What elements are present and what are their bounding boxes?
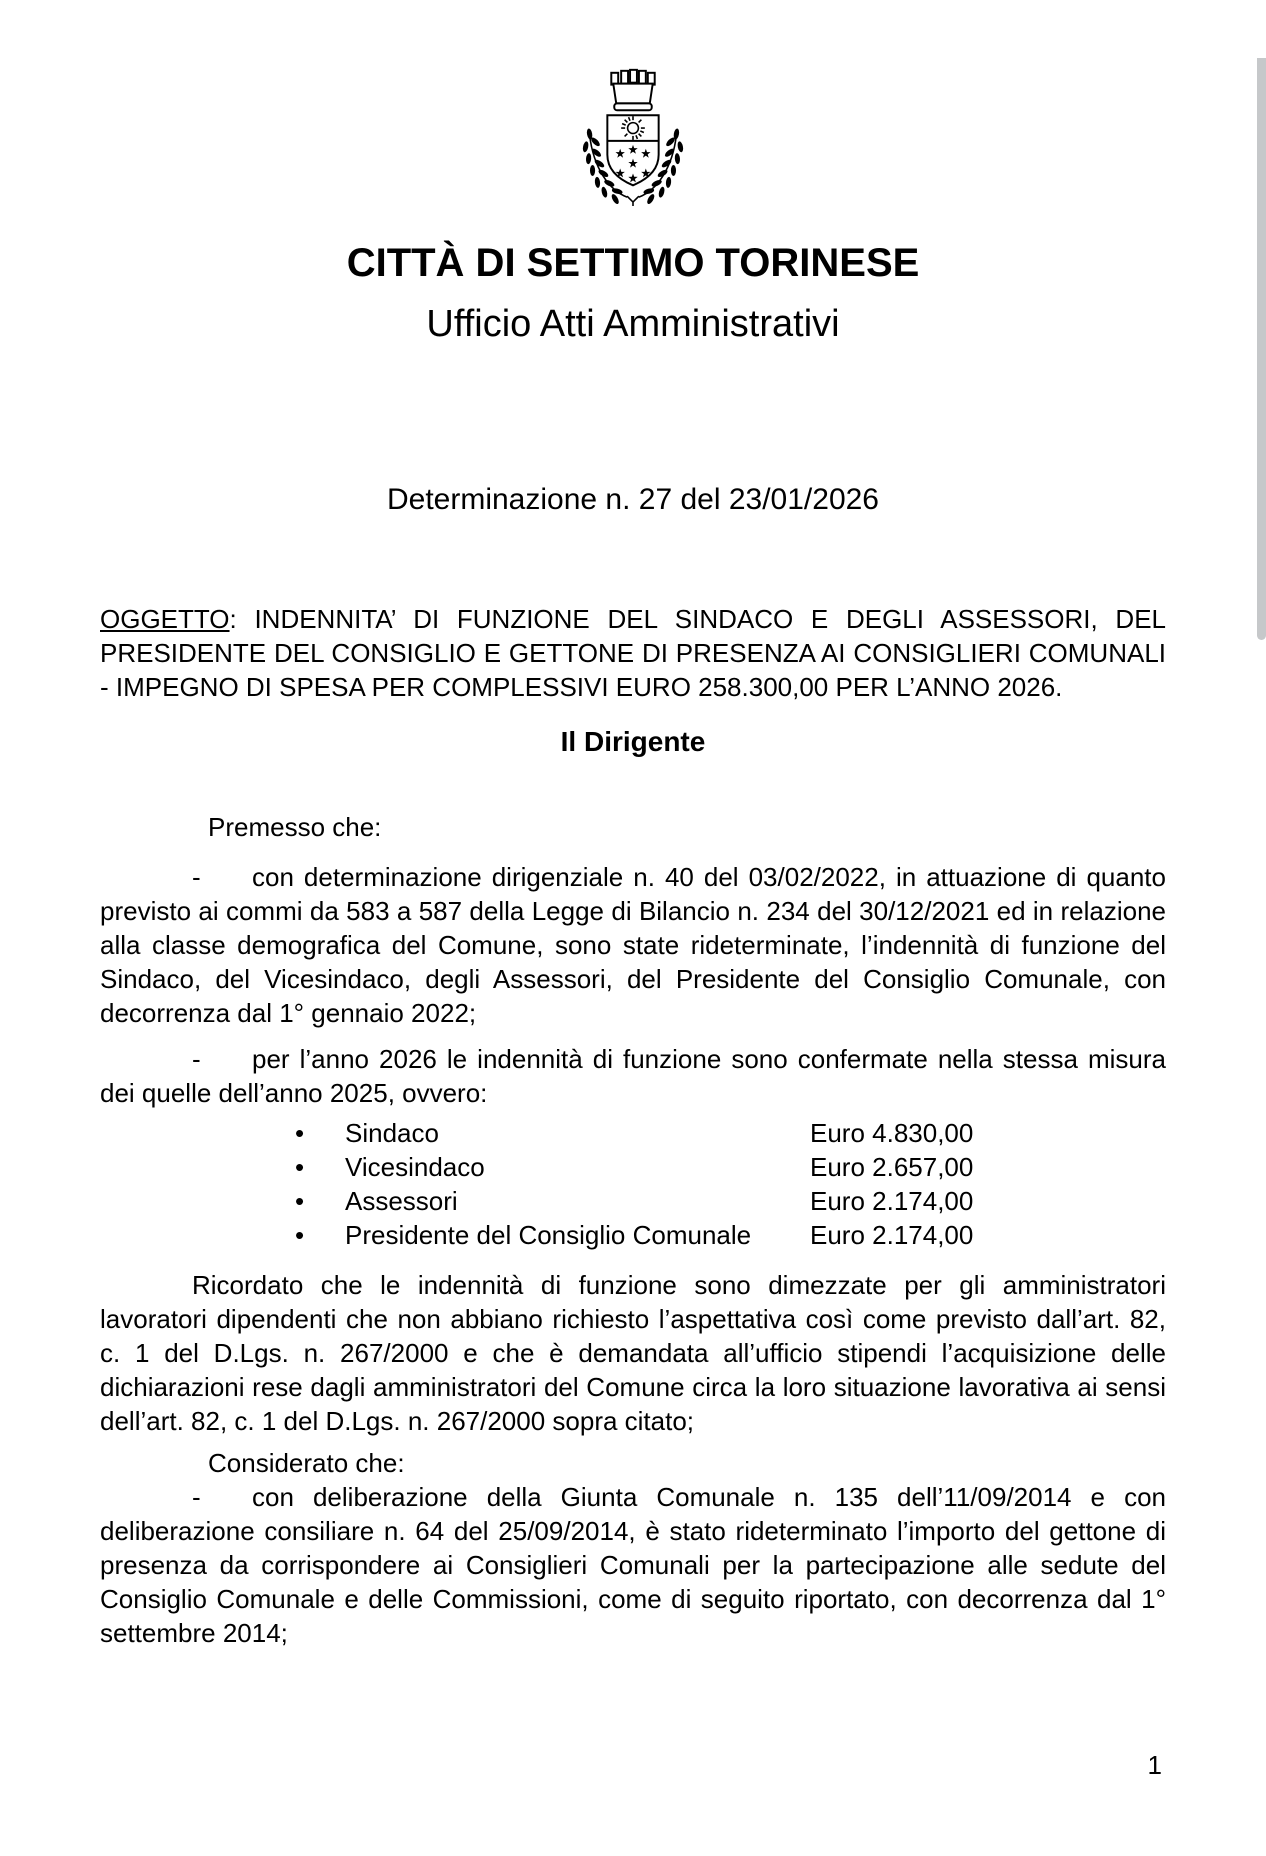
indemnity-row	[100, 1116, 1166, 1150]
paragraph-premesso: Premesso che:	[208, 812, 382, 842]
paragraph-text: per l’anno 2026 le indennità di funzione sono confermate nella stessa misura dei quelle dell’anno 2025, ovvero:	[100, 1044, 1166, 1108]
indemnity-row	[100, 1150, 1166, 1184]
paragraph-ricordato: Ricordato che le indennità di funzione sono dimezzate per gli amministratori lavoratori dipendenti che non abbiano richiesto l’aspettativa così come previsto dall’art. 82, c. 1 del D.Lgs. n. 267/2000 e che è demandata all’ufficio stipendi l’acquisizione delle dichiarazioni rese dagli amministratori del Comune circa la loro situazione lavorativa ai sensi dell’art. 82, c. 1 del D.Lgs. n. 267/2000 sopra citato;	[100, 1270, 1166, 1436]
subject-text: : INDENNITA’ DI FUNZIONE DEL SINDACO E DEGLI ASSESSORI, DEL PRESIDENTE DEL CONSIGLIO E GETTONE DI PRESENZA AI CONSIGLIERI COMUNALI - IMPEGNO DI SPESA PER COMPLESSIVI EURO 258.300,00 PER L’ANNO 2026.	[100, 604, 1166, 702]
indemnity-amount: Euro 4.830,00	[810, 1118, 974, 1148]
list-dash: -	[192, 1482, 201, 1512]
indemnity-amount: Euro 2.174,00	[810, 1186, 974, 1216]
indemnity-row	[100, 1184, 1166, 1218]
indemnity-label: Presidente del Consiglio Comunale	[345, 1220, 752, 1250]
document-title: CITTÀ DI SETTIMO TORINESE	[346, 241, 920, 285]
document-body	[0, 58, 1266, 1650]
bullet-icon: •	[295, 1152, 305, 1182]
indemnity-label: Vicesindaco	[345, 1152, 485, 1182]
indemnity-row	[100, 1218, 1166, 1252]
paragraph-deliberazione-2014	[100, 1480, 1166, 1650]
indemnity-label: Assessori	[345, 1186, 458, 1216]
bullet-icon: •	[295, 1220, 305, 1250]
indemnity-amount: Euro 2.657,00	[810, 1152, 974, 1182]
indemnity-amount: Euro 2.174,00	[810, 1220, 974, 1250]
bullet-icon: •	[295, 1186, 305, 1216]
document-page	[0, 58, 1266, 1856]
page-number: 1	[1147, 1750, 1162, 1780]
paragraph-indennita-2026	[100, 1042, 1166, 1110]
list-dash: -	[192, 862, 201, 892]
coat-of-arms-icon	[572, 58, 694, 206]
indemnity-list	[100, 1116, 1166, 1252]
indemnity-label: Sindaco	[345, 1118, 439, 1148]
bullet-icon: •	[295, 1118, 305, 1148]
paragraph-determinazione-2022	[100, 860, 1166, 1030]
paragraph-text: con determinazione dirigenziale n. 40 del 03/02/2022, in attuazione di quanto previsto ai commi da 583 a 587 della Legge di Bilancio n. 234 del 30/12/2021 ed in relazione alla classe demografica del Comune, sono state rideterminate, l’indennità di funzione del Sindaco, del Vicesindaco, degli Assessori, del Presidente del Consiglio Comunale, con decorrenza dal 1° gennaio 2022;	[100, 862, 1166, 1028]
subject-label: OGGETTO	[100, 604, 230, 634]
determination-number-line: Determinazione n. 27 del 23/01/2026	[386, 483, 879, 516]
list-dash: -	[192, 1044, 201, 1074]
document-office: Ufficio Atti Amministrativi	[426, 303, 840, 345]
scrollbar-thumb[interactable]	[1257, 58, 1266, 640]
section-heading-il-dirigente: Il Dirigente	[560, 726, 706, 757]
subject-paragraph	[100, 602, 1166, 704]
paragraph-text: con deliberazione della Giunta Comunale n. 135 dell’11/09/2014 e con deliberazione consiliare n. 64 del 25/09/2014, è stato rideterminato l’importo del gettone di presenza da corrispondere ai Consiglieri Comunali per la partecipazione alle sedute del Consiglio Comunale e delle Commissioni, come di seguito riportato, con decorrenza dal 1° settembre 2014;	[100, 1482, 1166, 1648]
paragraph-considerato: Considerato che:	[208, 1448, 405, 1478]
